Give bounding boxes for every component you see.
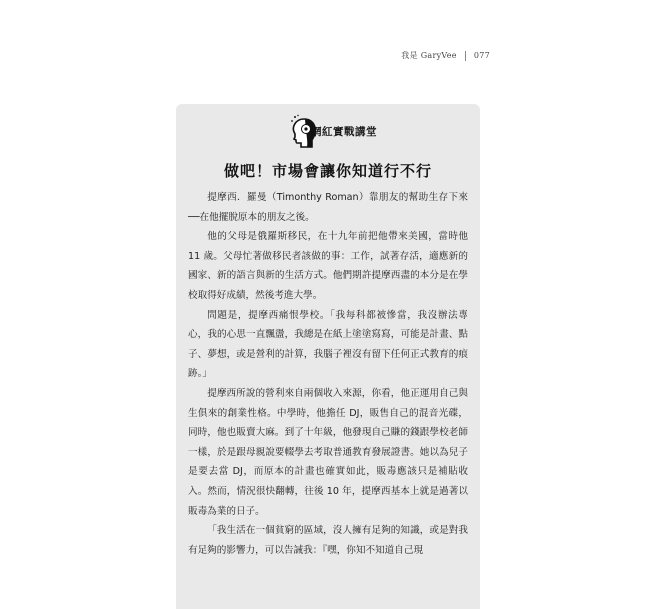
kicker-label: 網紅實戰講堂 [311, 126, 377, 138]
box-title: 做吧！市場會讓你知道行不行 [223, 162, 432, 180]
paragraph: 問題是，提摩西痛恨學校。「我每科都被慘當，我沒辦法專心，我的心思一直飄盪，我總是在紙上塗塗寫寫，可能是計畫、點子、夢想，或是營利的計算，我腦子裡沒有留下任何正式教育的痕跡。」 [188, 309, 468, 380]
paragraph: 他的父母是俄羅斯移民，在十九年前把他帶來美國，當時他 11 歲。父母忙著做移民者該做的事：工作，試著存活，適應新的國家、新的語言與新的生活方式。他們期許提摩西盡的本分是在學校取得好成績，然後考進大學。 [188, 231, 468, 301]
paragraph: 提摩西所說的營利來自兩個收入來源，你看，他正運用自己與生俱來的創業性格。中學時，他擔任 DJ，販售自己的混音光碟，同時，他也販賣大麻。到了十年級，他發現自己賺的錢跟學校老師一樣，於是跟母親說要輟學去考取普通教育發展證書。她以為兒子是要去當 DJ，而原本的計畫也確實如此，販毒應該只是補貼收入。然而，情況很快翻轉，往後 10 年，提摩西基本上就是過著以販毒為業的日子。 [188, 387, 468, 517]
running-header [401, 50, 490, 61]
paragraph: 「我生活在一個貧窮的區域，沒人擁有足夠的知識，或是對我有足夠的影響力，可以告誡我：『嘿，你知不知道自己現 [188, 525, 468, 556]
body-text [188, 188, 468, 560]
paragraph: 提摩西．羅曼（Timonthy Roman）靠朋友的幫助生存下來──在他擺脫原本的朋友之後。 [188, 192, 468, 223]
section-title: 我是 GaryVee [401, 51, 457, 60]
header-divider [465, 51, 466, 61]
sidebar-box [176, 104, 480, 609]
page-number: 077 [473, 51, 490, 60]
